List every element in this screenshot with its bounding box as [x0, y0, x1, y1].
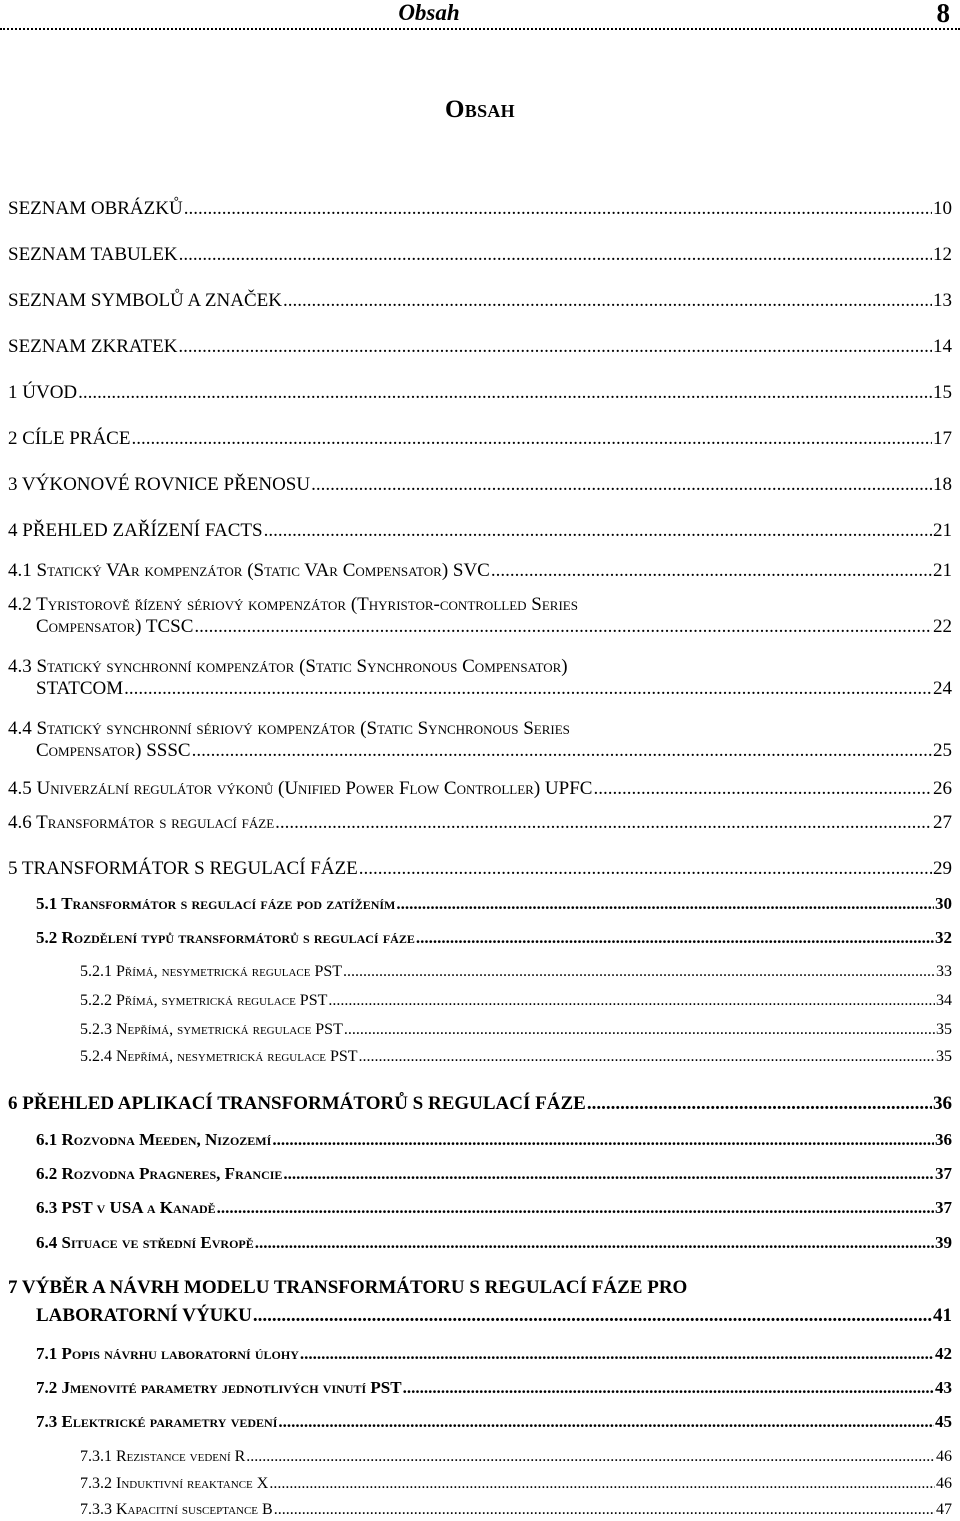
toc-entry-title: 7.3.2 Induktivní reaktance X: [80, 1475, 269, 1492]
toc-entry-title: 4 PŘEHLED ZAŘÍZENÍ FACTS: [8, 520, 263, 541]
toc-entry[interactable]: [8, 382, 952, 404]
toc-entry[interactable]: [8, 858, 952, 880]
toc-entry-page: 22: [933, 616, 952, 637]
toc-entry-page: 18: [933, 474, 952, 495]
toc-leader-dots: [359, 858, 932, 880]
toc-entry-page: 12: [933, 244, 952, 265]
toc-leader-dots: [278, 1411, 934, 1433]
toc-entry[interactable]: [8, 718, 952, 762]
toc-entry-title: 4.6 Transformátor s regulací fáze: [8, 812, 275, 833]
toc-entry-title: 3 VÝKONOVÉ ROVNICE PŘENOSU: [8, 474, 311, 495]
toc-entry[interactable]: [36, 1377, 952, 1399]
toc-entry[interactable]: [36, 1197, 952, 1219]
header-page-number: 8: [936, 0, 950, 28]
toc-entry-page: 26: [933, 778, 952, 799]
toc-entry-title: 4.5 Univerzální regulátor výkonů (Unified Power Flow Controller) UPFC: [8, 778, 593, 799]
toc-entry[interactable]: [80, 1473, 952, 1495]
toc-leader-dots: [272, 1129, 934, 1151]
toc-entry[interactable]: [8, 656, 952, 700]
toc-entry[interactable]: [8, 1093, 952, 1115]
toc-leader-dots: [416, 927, 934, 949]
toc-entry-page: 17: [933, 428, 952, 449]
toc-entry-page: 21: [933, 560, 952, 581]
toc-entry[interactable]: [80, 961, 952, 983]
toc-entry-title-continued: Compensator) SSSC: [36, 740, 191, 761]
page-header: [0, 0, 960, 30]
toc-entry[interactable]: [80, 1446, 952, 1468]
toc-entry-page: 46: [936, 1448, 952, 1465]
toc-entry-page: 27: [933, 812, 952, 833]
toc-entry-page: 46: [936, 1475, 952, 1492]
toc-entry-title: 7.3.1 Rezistance vedení R: [80, 1448, 246, 1465]
toc-entry-title: 5.2.4 Nepřímá, nesymetrická regulace PST: [80, 1048, 358, 1065]
toc-entry-title: 6.1 Rozvodna Meeden, Nizozemí: [36, 1130, 272, 1149]
toc-leader-dots: [491, 560, 932, 582]
toc-leader-dots: [283, 290, 932, 312]
toc-entry-page: 37: [935, 1164, 952, 1183]
toc-entry-title: 4.4 Statický synchronní sériový kompenzátor (Static Synchronous Series: [8, 718, 570, 739]
toc-entry-page: 43: [935, 1378, 952, 1397]
toc-entry[interactable]: [8, 290, 952, 312]
toc-entry[interactable]: [8, 778, 952, 800]
toc-leader-dots: [184, 198, 932, 220]
toc-leader-dots: [587, 1093, 932, 1115]
toc-entry[interactable]: [36, 1163, 952, 1185]
toc-entry[interactable]: [8, 520, 952, 542]
toc-leader-dots: [343, 961, 935, 983]
toc-entry-title-continued: LABORATORNÍ VÝUKU: [36, 1305, 252, 1326]
toc-entry-title: 1 ÚVOD: [8, 382, 78, 403]
toc-entry-title: 4.3 Statický synchronní kompenzátor (Static Synchronous Compensator): [8, 656, 568, 677]
toc-entry-page: 15: [933, 382, 952, 403]
toc-entry-page: 33: [936, 963, 952, 980]
header-divider: [0, 28, 960, 30]
toc-entry-title: 4.2 Tyristorově řízený sériový kompenzátor (Thyristor-controlled Series: [8, 594, 578, 615]
toc-entry[interactable]: [80, 1499, 952, 1521]
toc-entry-page: 14: [933, 336, 952, 357]
toc-entry[interactable]: [8, 560, 952, 582]
toc-entry-title: 7.3.3 Kapacitní susceptance B: [80, 1501, 273, 1518]
toc-entry-title: SEZNAM TABULEK: [8, 244, 178, 265]
toc-leader-dots: [217, 1197, 934, 1219]
toc-entry[interactable]: [8, 244, 952, 266]
toc-leader-dots: [179, 244, 932, 266]
toc-leader-dots: [253, 1305, 932, 1327]
toc-entry-page: 21: [933, 520, 952, 541]
toc-entry[interactable]: [80, 1019, 952, 1041]
toc-leader-dots: [124, 678, 932, 700]
toc-entry[interactable]: [36, 893, 952, 915]
toc-entry-title: 7.3 Elektrické parametry vedení: [36, 1412, 278, 1431]
toc-entry-title-continued: STATCOM: [36, 678, 124, 699]
toc-leader-dots: [593, 778, 932, 800]
toc-entry-page: 30: [935, 894, 952, 913]
toc-entry-title: 6 PŘEHLED APLIKACÍ TRANSFORMÁTORŮ S REGULACÍ FÁZE: [8, 1093, 586, 1114]
toc-leader-dots: [396, 893, 934, 915]
toc-entry-page: 36: [933, 1093, 952, 1114]
toc-leader-dots: [178, 336, 932, 358]
toc-leader-dots: [359, 1046, 935, 1068]
toc-leader-dots: [269, 1473, 935, 1495]
toc-entry-page: 45: [935, 1412, 952, 1431]
toc-entry[interactable]: [36, 927, 952, 949]
toc-entry-title: 5.2.1 Přímá, nesymetrická regulace PST: [80, 963, 343, 980]
toc-entry-title-continued: Compensator) TCSC: [36, 616, 194, 637]
toc-entry-page: 24: [933, 678, 952, 699]
toc-entry-page: 36: [935, 1130, 952, 1149]
toc-entry-page: 34: [936, 992, 952, 1009]
toc-leader-dots: [274, 1499, 935, 1521]
toc-entry-title: 2 CÍLE PRÁCE: [8, 428, 131, 449]
toc-leader-dots: [275, 812, 932, 834]
toc-entry-page: 42: [935, 1344, 952, 1363]
toc-entry-title: SEZNAM SYMBOLŮ A ZNAČEK: [8, 290, 282, 311]
toc-entry-title: 6.4 Situace ve střední Evropě: [36, 1233, 254, 1252]
toc-entry[interactable]: [36, 1129, 952, 1151]
toc-leader-dots: [264, 520, 932, 542]
toc-entry[interactable]: [8, 594, 952, 638]
toc-leader-dots: [246, 1446, 935, 1468]
toc-entry[interactable]: [8, 812, 952, 834]
toc-entry[interactable]: [8, 428, 952, 450]
toc-entry[interactable]: [80, 1046, 952, 1068]
toc-entry-page: 25: [933, 740, 952, 761]
toc-entry-title: 5.1 Transformátor s regulací fáze pod zatížením: [36, 894, 396, 913]
toc-leader-dots: [283, 1163, 934, 1185]
toc-entry-title: 6.3 PST v USA a Kanadě: [36, 1198, 216, 1217]
toc-entry-title: 6.2 Rozvodna Pragneres, Francie: [36, 1164, 283, 1183]
toc-leader-dots: [131, 428, 932, 450]
toc-entry-page: 29: [933, 858, 952, 879]
header-title: Obsah: [398, 0, 460, 25]
toc-entry-page: 35: [936, 1021, 952, 1038]
toc-entry-title: 7 VÝBĚR A NÁVRH MODELU TRANSFORMÁTORU S REGULACÍ FÁZE PRO: [8, 1277, 688, 1298]
toc-entry[interactable]: [36, 1232, 952, 1254]
toc-entry-page: 32: [935, 928, 952, 947]
toc-leader-dots: [78, 382, 932, 404]
toc-leader-dots: [328, 990, 935, 1012]
toc-entry-title: SEZNAM OBRÁZKŮ: [8, 198, 183, 219]
toc-entry-title: 5.2.2 Přímá, symetrická regulace PST: [80, 992, 328, 1009]
toc-entry-title: 5 TRANSFORMÁTOR S REGULACÍ FÁZE: [8, 858, 358, 879]
toc-entry-title: 5.2 Rozdělení typů transformátorů s regulací fáze: [36, 928, 415, 947]
toc-entry-page: 41: [933, 1305, 952, 1326]
toc-entry-page: 35: [936, 1048, 952, 1065]
toc-entry-page: 10: [933, 198, 952, 219]
toc-entry[interactable]: [36, 1411, 952, 1433]
toc-entry-page: 37: [935, 1198, 952, 1217]
toc-entry-title: SEZNAM ZKRATEK: [8, 336, 178, 357]
toc-leader-dots: [255, 1232, 934, 1254]
toc-entry-page: 13: [933, 290, 952, 311]
toc-entry-page: 39: [935, 1233, 952, 1252]
toc-entry[interactable]: [8, 336, 952, 358]
toc-entry[interactable]: [8, 198, 952, 220]
toc-leader-dots: [344, 1019, 935, 1041]
toc-entry[interactable]: [36, 1343, 952, 1365]
toc-leader-dots: [192, 740, 932, 762]
toc-entry-title: 7.1 Popis návrhu laboratorní úlohy: [36, 1344, 299, 1363]
toc-entry[interactable]: [8, 1277, 952, 1327]
page-title: Obsah: [445, 96, 515, 123]
toc-entry-title: 5.2.3 Nepřímá, symetrická regulace PST: [80, 1021, 343, 1038]
toc-entry-title: 7.2 Jmenovité parametry jednotlivých vinutí PST: [36, 1378, 402, 1397]
toc-leader-dots: [300, 1343, 934, 1365]
toc-entry[interactable]: [8, 474, 952, 496]
toc-entry[interactable]: [80, 990, 952, 1012]
toc-leader-dots: [311, 474, 932, 496]
toc-leader-dots: [194, 616, 932, 638]
toc-entry-title: 4.1 Statický VAr kompenzátor (Static VAr Compensator) SVC: [8, 560, 490, 581]
toc-leader-dots: [403, 1377, 934, 1399]
toc-entry-page: 47: [936, 1501, 952, 1518]
